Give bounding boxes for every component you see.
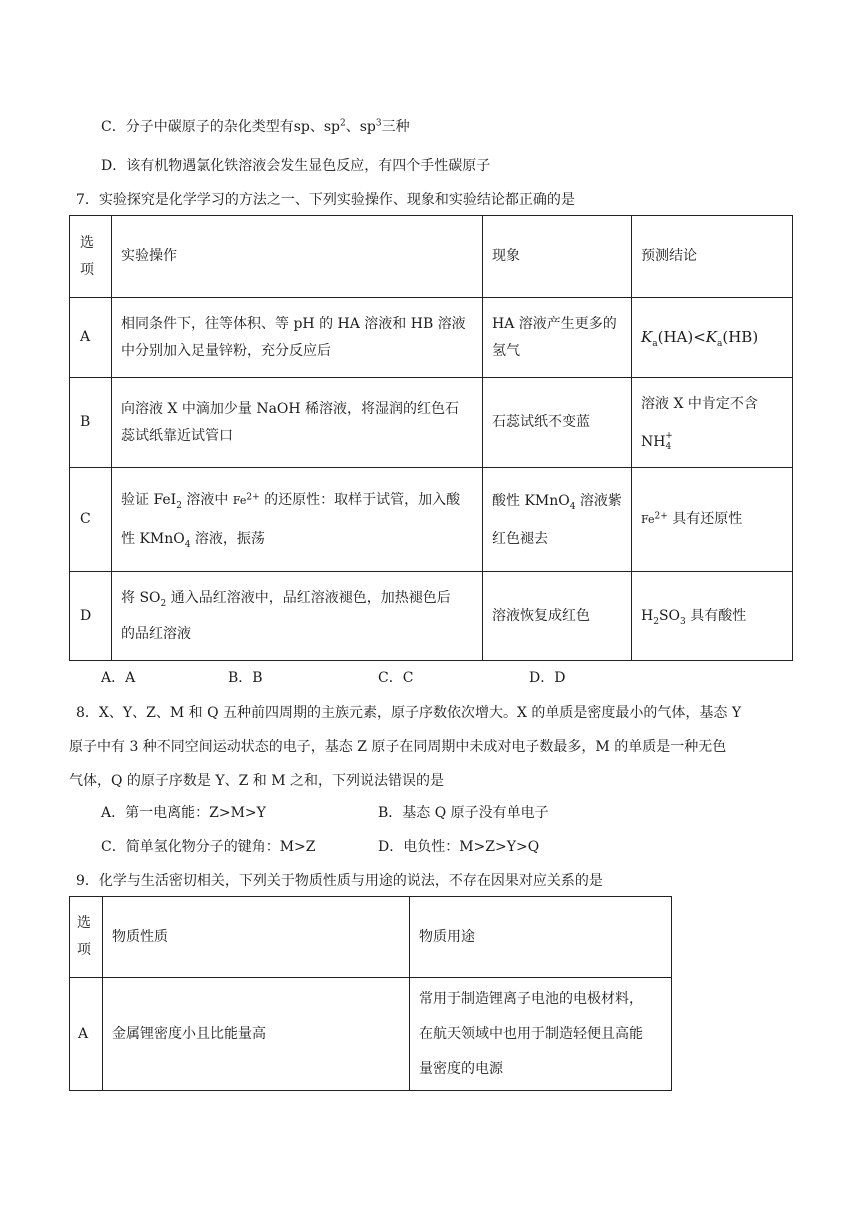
q7-table	[69, 215, 793, 661]
q8-option-c: C．简单氢化物分子的键角：M>Z	[101, 839, 316, 855]
q7-row-c-option: C	[70, 468, 112, 572]
q7-row-d-conclusion: $H_2SO_3$ 具有酸性	[632, 572, 793, 661]
q7-header-conclusion: 预测结论	[632, 216, 793, 298]
q9-header-use: 物质用途	[410, 897, 672, 978]
q7-choice-d: D．D	[529, 670, 566, 686]
q7-row-c-phenomenon: 酸性 KMnO$_4$ 溶液紫 红色褪去	[483, 468, 632, 572]
q7-row-d-option: D	[70, 572, 112, 661]
q8-option-b: B．基态 Q 原子没有单电子	[378, 805, 549, 821]
q8-stem-line3: 气体，Q 的原子序数是 Y、Z 和 M 之和，下列说法错误的是	[69, 773, 445, 789]
q9-stem: 9．化学与生活密切相关，下列关于物质性质与用途的说法，不存在因果对应关系的是	[76, 873, 603, 889]
q7-choice-b: B．B	[228, 670, 263, 686]
q7-row-a-operation: 相同条件下，往等体积、等 pH 的 HA 溶液和 HB 溶液 中分别加入足量锌粉，充分反应后	[112, 298, 483, 378]
q7-header-phenomenon: 现象	[483, 216, 632, 298]
q7-header-row	[70, 216, 793, 298]
q7-row-b	[70, 378, 793, 468]
q9-header-property: 物质性质	[103, 897, 410, 978]
q9-row-a-option: A	[70, 978, 103, 1091]
q7-row-d-operation: 将 $SO_2$ 通入品红溶液中，品红溶液褪色，加热褪色后 的品红溶液	[112, 572, 483, 661]
q7-row-b-operation: 向溶液 X 中滴加少量 NaOH 稀溶液，将湿润的红色石 蕊试纸靠近试管口	[112, 378, 483, 468]
q7-row-a-conclusion: $K_a(HA)<K_a(HB)$	[632, 298, 793, 378]
q6-option-d: D．该有机物遇氯化铁溶液会发生显色反应，有四个手性碳原子	[101, 158, 491, 174]
q8-option-a: A．第一电离能：Z>M>Y	[101, 805, 266, 821]
q7-row-b-option: B	[70, 378, 112, 468]
q9-header-option: 选 项	[70, 897, 103, 978]
q7-choice-c: C．C	[378, 670, 414, 686]
q7-row-d	[70, 572, 793, 661]
q7-row-c-conclusion: $Fe^{2+}$ 具有还原性	[632, 468, 793, 572]
q8-stem-line2: 原子中有 3 种不同空间运动状态的电子，基态 Z 原子在同周期中未成对电子数最多，M 的单质是一种无色	[69, 739, 727, 755]
q7-choice-a: A．A	[101, 670, 136, 686]
q7-header-option: 选 项	[70, 216, 112, 298]
q7-row-b-conclusion: 溶液 X 中肯定不含 $NH_4^+$	[632, 378, 793, 468]
q9-row-a-property: 金属锂密度小且比能量高	[103, 978, 410, 1091]
q9-header-row	[70, 897, 672, 978]
q9-row-a-use: 常用于制造锂离子电池的电极材料， 在航天领域中也用于制造轻便且高能 量密度的电源	[410, 978, 672, 1091]
q7-row-c	[70, 468, 793, 572]
q7-row-b-phenomenon: 石蕊试纸不变蓝	[483, 378, 632, 468]
q7-row-a-phenomenon: HA 溶液产生更多的 氢气	[483, 298, 632, 378]
q7-stem: 7．实验探究是化学学习的方法之一、下列实验操作、现象和实验结论都正确的是	[76, 192, 575, 208]
q7-row-a-option: A	[70, 298, 112, 378]
q7-row-a	[70, 298, 793, 378]
q9-table	[69, 896, 672, 1091]
q9-row-a	[70, 978, 672, 1091]
q8-stem-line1: 8．X、Y、Z、M 和 Q 五种前四周期的主族元素，原子序数依次增大。X 的单质是密度最小的气体，基态 Y	[76, 705, 742, 721]
q8-option-d: D．电负性：M>Z>Y>Q	[378, 839, 540, 855]
q7-header-operation: 实验操作	[112, 216, 483, 298]
q7-row-d-phenomenon: 溶液恢复成红色	[483, 572, 632, 661]
q7-row-c-operation: 验证 FeI$_2$ 溶液中 $Fe^{2+}$ 的还原性：取样于试管，加入酸 性 KMnO$_4$ 溶液，振荡	[112, 468, 483, 572]
q6-option-c: C．分子中碳原子的杂化类型有sp、$sp^2$、$sp^3$三种	[101, 118, 410, 135]
